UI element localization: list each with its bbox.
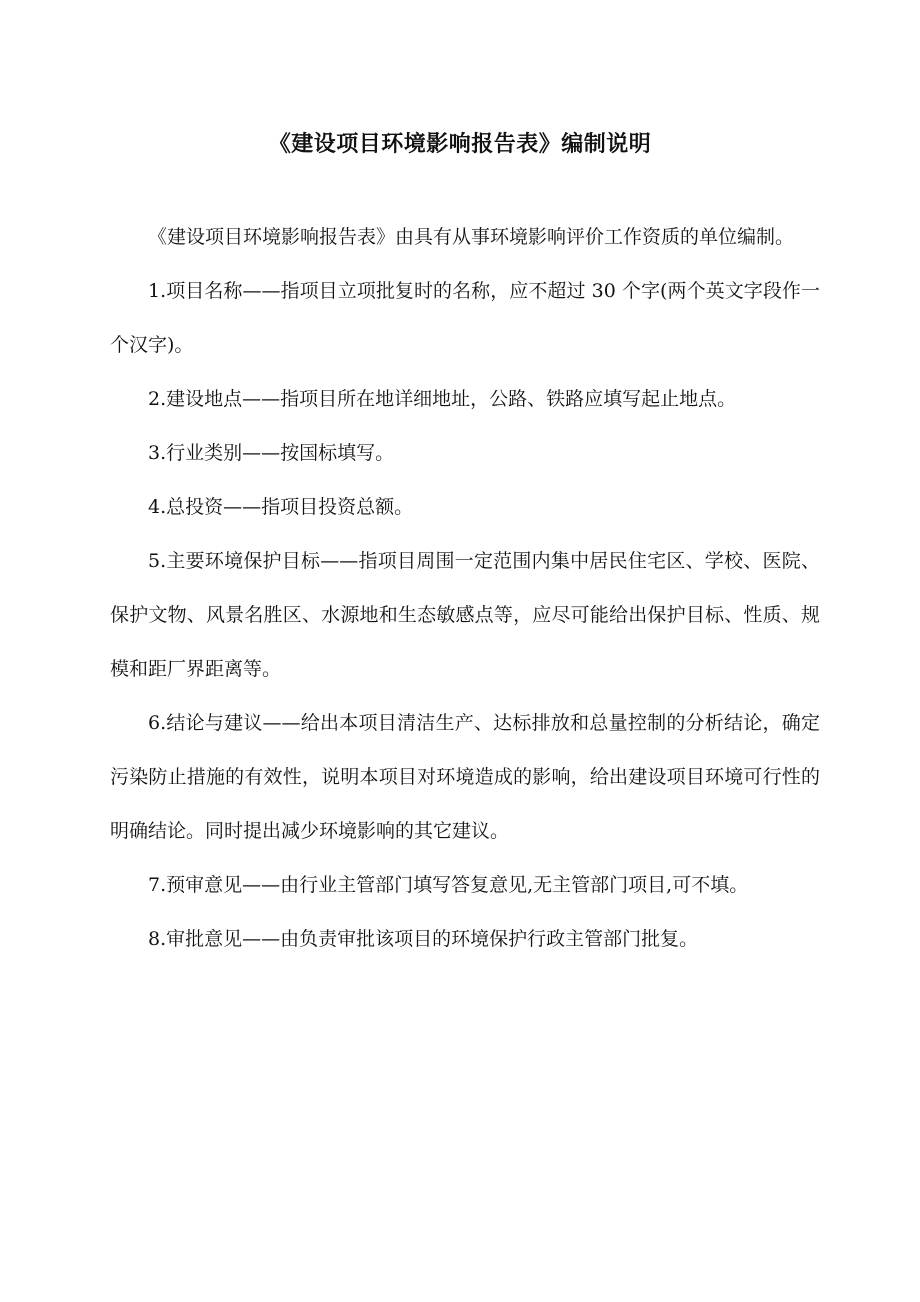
item-pre-review-opinion: 7.预审意见——由行业主管部门填写答复意见,无主管部门项目,可不填。: [148, 874, 749, 896]
item-construction-site: 2.建设地点——指项目所在地详细地址，公路、铁路应填写起止地点。: [148, 388, 737, 410]
item-approval-opinion: 8.审批意见——由负责审批该项目的环境保护行政主管部门批复。: [148, 928, 699, 950]
item-project-name: 1.项目名称——指项目立项批复时的名称，应不超过 30 个字(两个英文字段作一个汉字)。: [110, 280, 820, 356]
item-industry-category: 3.行业类别——按国标填写。: [148, 442, 395, 464]
document-title: 《建设项目环境影响报告表》编制说明: [268, 131, 652, 157]
item-total-investment: 4.总投资——指项目投资总额。: [148, 496, 414, 518]
item-protection-targets: 5.主要环境保护目标——指项目周围一定范围内集中居民住宅区、学校、医院、保护文物、风景名胜区、水源地和生态敏感点等，应尽可能给出保护目标、性质、规模和距厂界距离等。: [110, 550, 820, 680]
intro-paragraph: 《建设项目环境影响报告表》由具有从事环境影响评价工作资质的单位编制。: [148, 226, 795, 248]
item-conclusions: 6.结论与建议——给出本项目清洁生产、达标排放和总量控制的分析结论，确定污染防止措施的有效性，说明本项目对环境造成的影响，给出建设项目环境可行性的明确结论。同时提出减少环境影响的其它建议。: [110, 712, 820, 842]
document-body: [110, 210, 820, 966]
